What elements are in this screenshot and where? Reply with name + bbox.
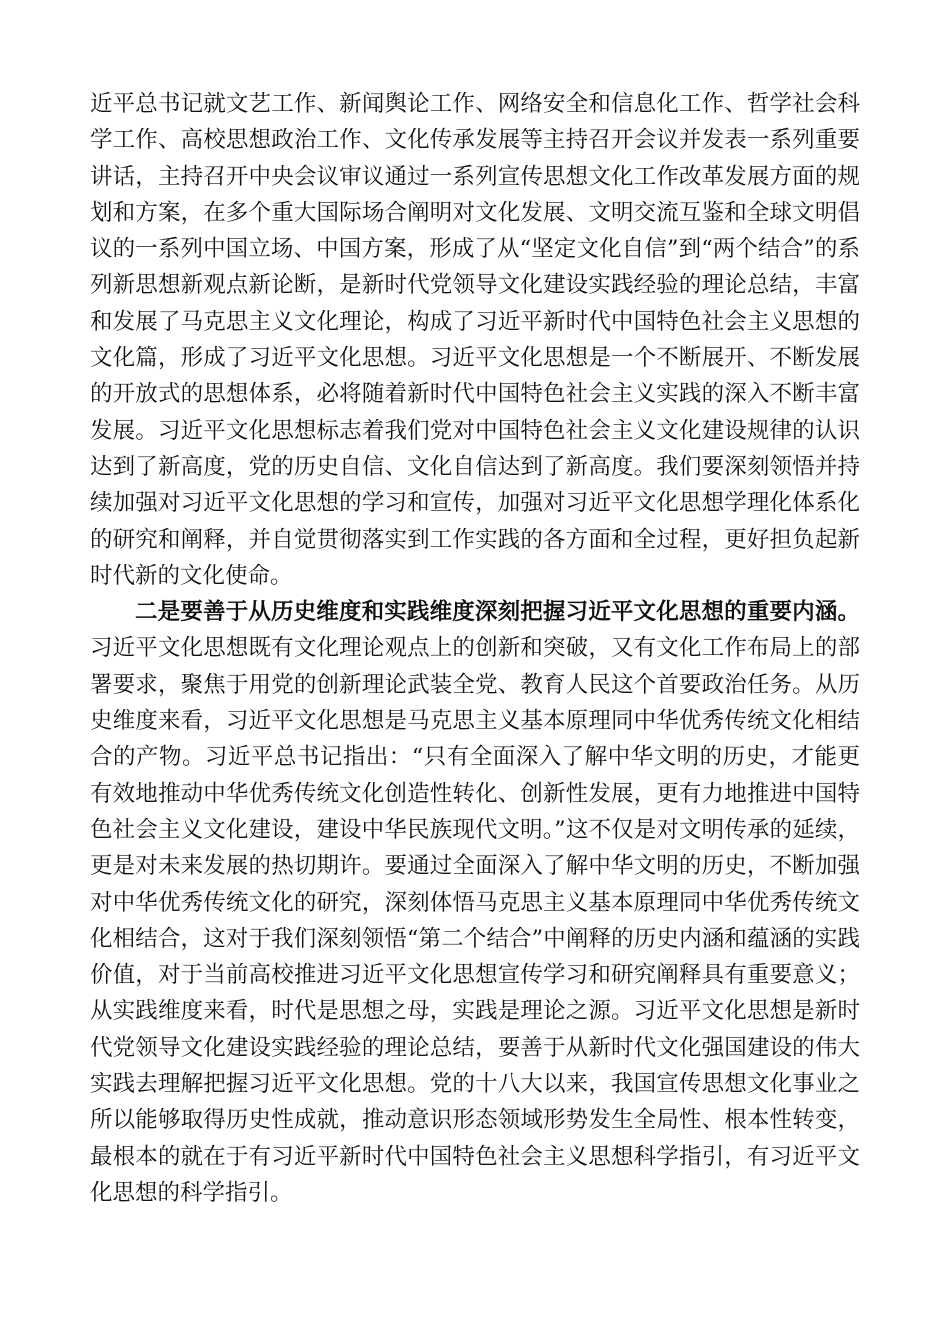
paragraph-section-two: [90, 594, 860, 1211]
document-page: [90, 86, 860, 1211]
paragraph-2-lead-heading: 二是要善于从历史维度和实践维度深刻把握习近平文化思想的重要内涵。: [135, 599, 860, 626]
paragraph-1-text: 近平总书记就文艺工作、新闻舆论工作、网络安全和信息化工作、哲学社会科学工作、高校思想政治工作、文化传承发展等主持召开会议并发表一系列重要讲话，主持召开中央会议审议通过一系列宣传思想文化工作改革发展方面的规划和方案，在多个重大国际场合阐明对文化发展、文明交流互鉴和全球文明倡议的一系列中国立场、中国方案，形成了从“坚定文化自信”到“两个结合”的系列新思想新观点新论断，是新时代党领导文化建设实践经验的理论总结，丰富和发展了马克思主义文化理论，构成了习近平新时代中国特色社会主义思想的文化篇，形成了习近平文化思想。习近平文化思想是一个不断展开、不断发展的开放式的思想体系，必将随着新时代中国特色社会主义实践的深入不断丰富发展。习近平文化思想标志着我们党对中国特色社会主义文化建设规律的认识达到了新高度，党的历史自信、文化自信达到了新高度。我们要深刻领悟并持续加强对习近平文化思想的学习和宣传，加强对习近平文化思想学理化体系化的研究和阐释，并自觉贯彻落实到工作实践的各方面和全过程，更好担负起新时代新的文化使命。: [90, 91, 860, 589]
paragraph-continuation: [90, 86, 860, 594]
paragraph-2-text: 习近平文化思想既有文化理论观点上的创新和突破，又有文化工作布局上的部署要求，聚焦于用党的创新理论武装全党、教育人民这个首要政治任务。从历史维度来看，习近平文化思想是马克思主义基本原理同中华优秀传统文化相结合的产物。习近平总书记指出：“只有全面深入了解中华文明的历史，才能更有效地推动中华优秀传统文化创造性转化、创新性发展，更有力地推进中国特色社会主义文化建设，建设中华民族现代文明。”这不仅是对文明传承的延续，更是对未来发展的热切期许。要通过全面深入了解中华文明的历史，不断加强对中华优秀传统文化的研究，深刻体悟马克思主义基本原理同中华优秀传统文化相结合，这对于我们深刻领悟“第二个结合”中阐释的历史内涵和蕴涵的实践价值，对于当前高校推进习近平文化思想宣传学习和研究阐释具有重要意义；从实践维度来看，时代是思想之母，实践是理论之源。习近平文化思想是新时代党领导文化建设实践经验的理论总结，要善于从新时代文化强国建设的伟大实践去理解把握习近平文化思想。党的十八大以来，我国宣传思想文化事业之所以能够取得历史性成就，推动意识形态领域形势发生全局性、根本性转变，最根本的就在于有习近平新时代中国特色社会主义思想科学指引，有习近平文化思想的科学指引。: [90, 635, 860, 1206]
